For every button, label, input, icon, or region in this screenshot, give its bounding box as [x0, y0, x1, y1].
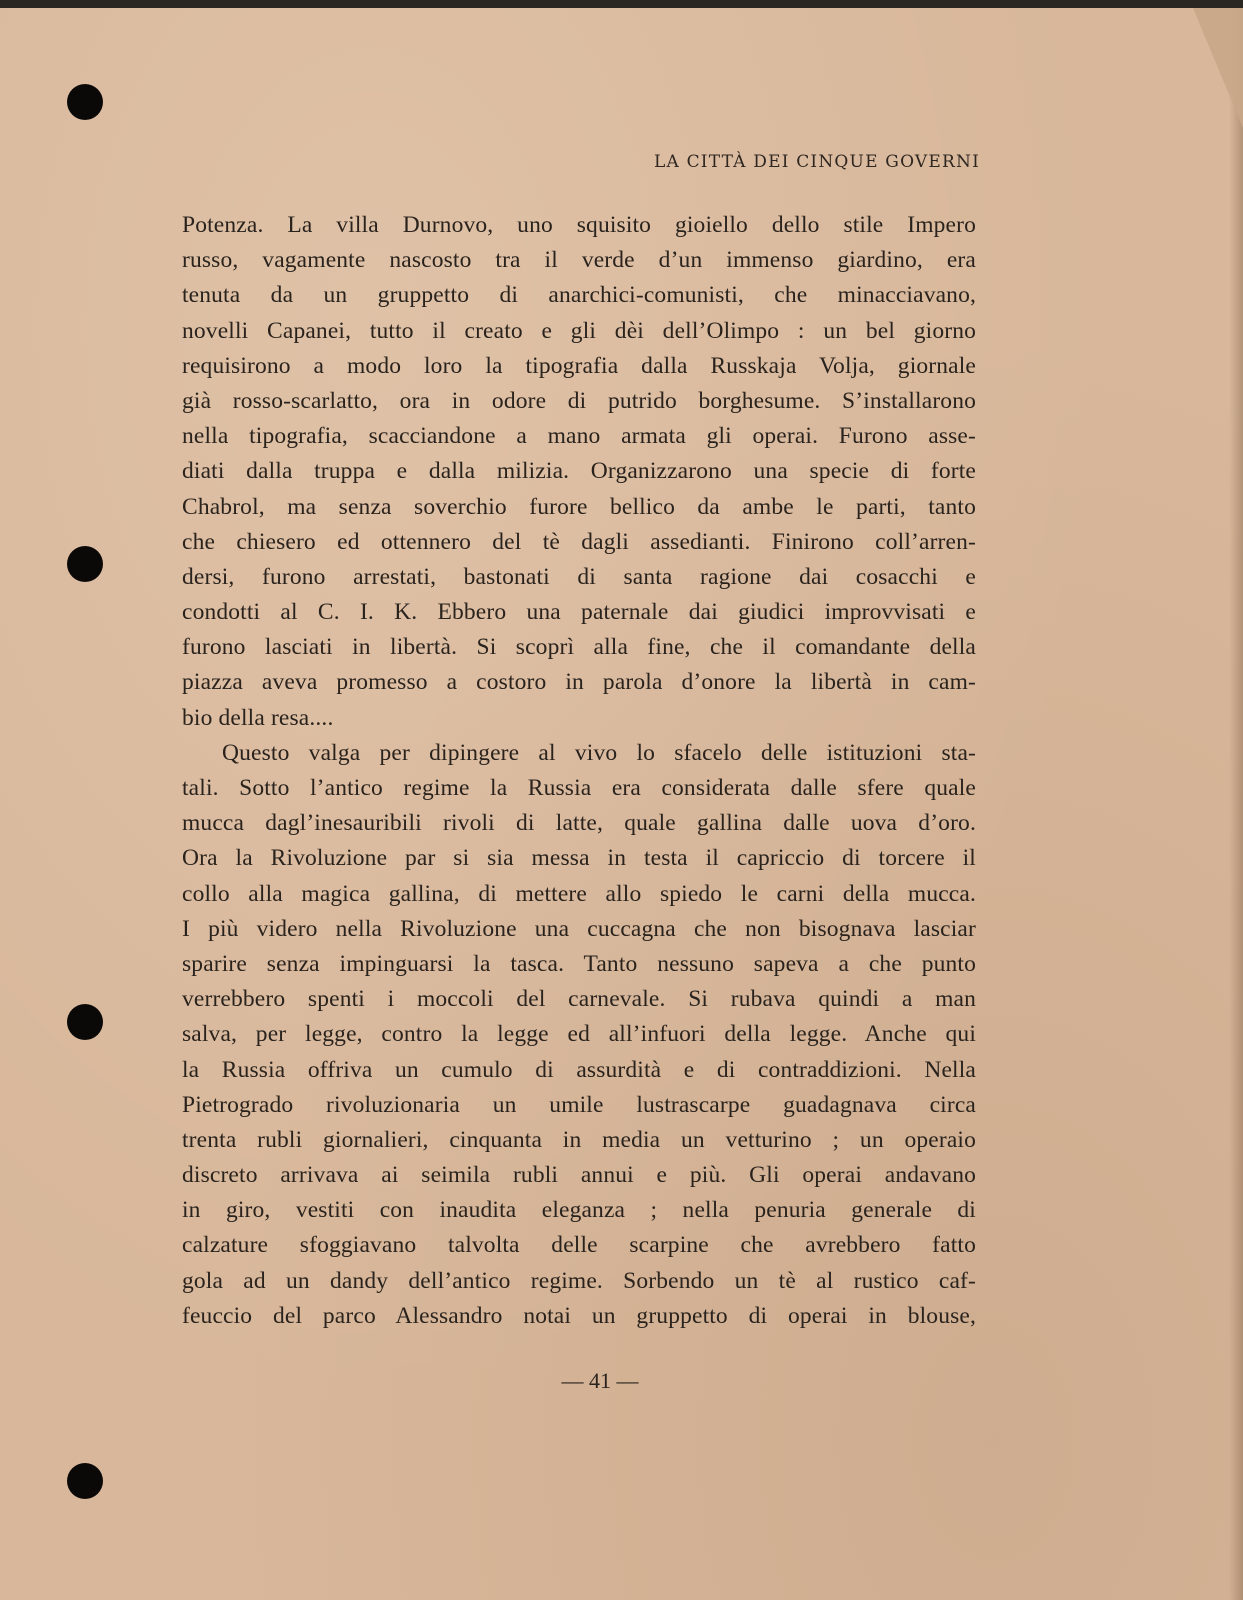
text-line: diati dalla truppa e dalla milizia. Organizzarono una specie di forte: [182, 458, 976, 485]
text-line: in giro, vestiti con inaudita eleganza ; nella penuria generale di: [182, 1197, 976, 1224]
binder-hole: [67, 546, 103, 582]
text-line: trenta rubli giornalieri, cinquanta in media un vetturino ; un operaio: [182, 1126, 976, 1153]
running-header: LA CITTÀ DEI CINQUE GOVERNI: [654, 152, 980, 172]
text-line: dersi, furono arrestati, bastonati di santa ragione dai cosacchi e: [182, 563, 976, 590]
body-text: [182, 208, 976, 1334]
text-line: collo alla magica gallina, di mettere allo spiedo le carni della mucca.: [182, 880, 976, 907]
paragraph-start-line: Questo valga per dipingere al vivo lo sfacelo delle istituzioni sta-: [222, 739, 976, 766]
page-number: — 41 —: [561, 1368, 639, 1393]
text-line: tali. Sotto l’antico regime la Russia era considerata dalle sfere quale: [182, 775, 976, 801]
text-line: la Russia offriva un cumulo di assurdità e di contraddizioni. Nella: [182, 1056, 976, 1083]
text-line: calzature sfoggiavano talvolta delle scarpine che avrebbero fatto: [182, 1232, 976, 1259]
text-line: requisirono a modo loro la tipografia dalla Russkaja Volja, giornale: [182, 352, 976, 379]
text-line: sparire senza impinguarsi la tasca. Tanto nessuno sapeva a che punto: [182, 950, 976, 977]
text-line: nella tipografia, scacciandone a mano armata gli operai. Furono asse-: [182, 423, 976, 450]
text-line: tenuta da un gruppetto di anarchici-comunisti, che minacciavano,: [182, 282, 976, 309]
text-line: furono lasciati in libertà. Si scoprì alla fine, che il comandante della: [182, 634, 976, 661]
page-edge-shadow: [1229, 8, 1243, 1600]
text-line: piazza aveva promesso a costoro in parola d’onore la libertà in cam-: [182, 669, 976, 696]
document-page: [0, 8, 1243, 1600]
text-line: gola ad un dandy dell’antico regime. Sorbendo un tè al rustico caf-: [182, 1267, 976, 1294]
text-line: condotti al C. I. K. Ebbero una paternale dai giudici improvvisati e: [182, 599, 976, 626]
text-line: novelli Capanei, tutto il creato e gli dèi dell’Olimpo : un bel giorno: [182, 317, 976, 344]
text-line: Chabrol, ma senza soverchio furore bellico da ambe le parti, tanto: [182, 493, 976, 520]
text-line: mucca dagl’inesauribili rivoli di latte, quale gallina dalle uova d’oro.: [182, 810, 976, 837]
text-line: Pietrogrado rivoluzionaria un umile lustrascarpe guadagnava circa: [182, 1091, 976, 1118]
binder-hole: [67, 84, 103, 120]
text-line: verrebbero spenti i moccoli del carnevale. Si rubava quindi a man: [182, 986, 976, 1013]
text-line: salva, per legge, contro la legge ed all’infuori della legge. Anche qui: [182, 1021, 976, 1048]
text-line: discreto arrivava ai seimila rubli annui e più. Gli operai andavano: [182, 1162, 976, 1189]
binder-hole: [67, 1463, 103, 1499]
text-line: Ora la Rivoluzione par si sia messa in testa il capriccio di torcere il: [182, 845, 976, 872]
text-line: russo, vagamente nascosto tra il verde d’un immenso giardino, era: [182, 247, 976, 274]
text-line: bio della resa....: [182, 704, 334, 731]
text-line: Potenza. La villa Durnovo, uno squisito gioiello dello stile Impero: [182, 212, 976, 238]
torn-corner: [1193, 8, 1243, 128]
binder-hole: [67, 1004, 103, 1040]
text-line: già rosso-scarlatto, ora in odore di putrido borghesume. S’installarono: [182, 387, 976, 414]
text-line: I più videro nella Rivoluzione una cuccagna che non bisognava lasciar: [182, 915, 976, 942]
text-line: feuccio del parco Alessandro notai un gruppetto di operai in blouse,: [182, 1302, 976, 1329]
text-line: che chiesero ed ottennero del tè dagli assedianti. Finirono coll’arren-: [182, 528, 976, 555]
